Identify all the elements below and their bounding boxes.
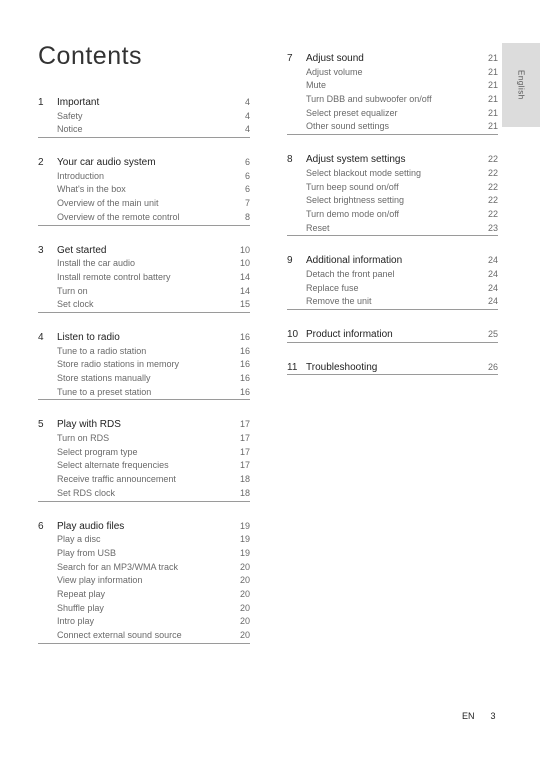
- chapter-number: 2: [38, 157, 44, 169]
- page-number: 3: [490, 711, 496, 721]
- subentry-label: Turn DBB and subwoofer on/off: [306, 94, 432, 105]
- toc-subentry[interactable]: [38, 183, 250, 197]
- toc-chapter-entry[interactable]: [287, 153, 498, 167]
- language-tab: [502, 43, 540, 127]
- toc-subentry[interactable]: [38, 345, 250, 359]
- chapter-number: 6: [38, 520, 44, 532]
- toc-subentry[interactable]: [287, 222, 498, 236]
- toc-section: [287, 153, 498, 236]
- section-gap: [287, 343, 498, 361]
- language-tab-label: English: [516, 70, 526, 100]
- subentry-label: Turn demo mode on/off: [306, 208, 400, 219]
- chapter-page: 19: [239, 520, 250, 531]
- chapter-number: 3: [38, 244, 44, 256]
- subentry-page: 10: [239, 258, 250, 269]
- subentry-page: 16: [239, 359, 250, 370]
- toc-subentry[interactable]: [38, 459, 250, 473]
- toc-subentry[interactable]: [38, 602, 250, 616]
- toc-subentry[interactable]: [38, 298, 250, 312]
- section-gap: [38, 502, 250, 520]
- toc-subentry[interactable]: [287, 282, 498, 296]
- toc-subentry[interactable]: [287, 120, 498, 134]
- chapter-page: 16: [239, 331, 250, 342]
- subentry-page: 20: [239, 575, 250, 586]
- subentry-page: 7: [244, 198, 250, 209]
- chapter-page: 22: [487, 154, 498, 165]
- chapter-page: 24: [487, 255, 498, 266]
- chapter-title: Additional information: [306, 255, 403, 267]
- toc-subentry[interactable]: [287, 181, 498, 195]
- toc-subentry[interactable]: [38, 561, 250, 575]
- section-gap: [38, 226, 250, 244]
- toc-subentry[interactable]: [38, 547, 250, 561]
- subentry-page: 19: [239, 534, 250, 545]
- subentry-page: 21: [487, 121, 498, 132]
- toc-subentry[interactable]: [38, 197, 250, 211]
- toc-subentry[interactable]: [38, 386, 250, 400]
- toc-subentry[interactable]: [38, 110, 250, 124]
- subentry-label: Repeat play: [57, 588, 106, 599]
- toc-subentry[interactable]: [38, 123, 250, 137]
- subentry-page: 16: [239, 386, 250, 397]
- section-gap: [38, 400, 250, 418]
- toc-chapter-entry[interactable]: [287, 254, 498, 268]
- subentry-page: 24: [487, 282, 498, 293]
- toc-chapter-entry[interactable]: [38, 520, 250, 534]
- chapter-page: 17: [239, 419, 250, 430]
- subentry-page: 21: [487, 80, 498, 91]
- toc-subentry[interactable]: [38, 271, 250, 285]
- subentry-page: 14: [239, 285, 250, 296]
- toc-subentry[interactable]: [287, 79, 498, 93]
- toc-subentry[interactable]: [38, 446, 250, 460]
- toc-left-column: [38, 96, 250, 644]
- toc-chapter-entry[interactable]: [38, 96, 250, 110]
- subentry-page: 24: [487, 268, 498, 279]
- subentry-label: Turn on: [57, 285, 88, 296]
- chapter-page: 25: [487, 329, 498, 339]
- toc-chapter-entry[interactable]: [38, 244, 250, 258]
- subentry-page: 24: [487, 296, 498, 307]
- subentry-label: Connect external sound source: [57, 630, 182, 640]
- subentry-label: Overview of the main unit: [57, 198, 159, 209]
- chapter-page: 10: [239, 244, 250, 255]
- toc-subentry[interactable]: [287, 66, 498, 80]
- subentry-page: 17: [239, 446, 250, 457]
- subentry-label: Safety: [57, 110, 83, 121]
- chapter-title: Adjust system settings: [306, 154, 406, 166]
- subentry-label: Tune to a preset station: [57, 386, 152, 397]
- chapter-number: 9: [287, 255, 293, 267]
- subentry-page: 17: [239, 460, 250, 471]
- subentry-label: Install the car audio: [57, 258, 136, 269]
- subentry-page: 14: [239, 271, 250, 282]
- chapter-title: Get started: [57, 244, 107, 256]
- subentry-page: 22: [487, 208, 498, 219]
- subentry-label: Set RDS clock: [57, 487, 116, 498]
- toc-subentry[interactable]: [38, 473, 250, 487]
- chapter-number: 1: [38, 97, 44, 108]
- toc-chapter-entry[interactable]: [287, 52, 498, 66]
- chapter-number: 11: [287, 361, 298, 373]
- chapter-title: Your car audio system: [57, 157, 156, 169]
- subentry-label: Receive traffic announcement: [57, 474, 176, 485]
- toc-section: [287, 52, 498, 135]
- toc-section: [38, 418, 250, 501]
- toc-subentry[interactable]: [38, 629, 250, 643]
- toc-subentry[interactable]: [38, 574, 250, 588]
- subentry-page: 4: [244, 110, 250, 121]
- chapter-number: 7: [287, 53, 293, 64]
- subentry-page: 20: [239, 561, 250, 572]
- subentry-label: View play information: [57, 575, 143, 586]
- toc-subentry[interactable]: [38, 257, 250, 271]
- subentry-page: 16: [239, 373, 250, 383]
- toc-subentry[interactable]: [287, 93, 498, 107]
- subentry-page: 16: [239, 345, 250, 356]
- subentry-label: Detach the front panel: [306, 268, 395, 279]
- subentry-label: Play from USB: [57, 547, 117, 558]
- toc-subentry[interactable]: [287, 295, 498, 309]
- subentry-page: 23: [487, 222, 498, 233]
- section-gap: [287, 135, 498, 153]
- toc-section: [38, 331, 250, 400]
- toc-section: [287, 254, 498, 310]
- toc-section: [38, 96, 250, 138]
- subentry-page: 22: [487, 181, 498, 192]
- subentry-page: 20: [239, 602, 250, 613]
- subentry-label: Turn on RDS: [57, 433, 110, 444]
- subentry-page: 4: [244, 124, 250, 135]
- section-gap: [38, 138, 250, 156]
- chapter-title: Listen to radio: [57, 331, 120, 343]
- subentry-label: Store stations manually: [57, 373, 151, 383]
- page-footer: [462, 711, 496, 721]
- subentry-label: Tune to a radio station: [57, 345, 147, 356]
- toc-subentry[interactable]: [287, 268, 498, 282]
- subentry-label: Remove the unit: [306, 296, 372, 307]
- toc-subentry[interactable]: [38, 285, 250, 299]
- toc-chapter-entry[interactable]: [287, 328, 498, 342]
- subentry-page: 18: [239, 474, 250, 485]
- toc-chapter-entry[interactable]: [38, 156, 250, 170]
- section-gap: [38, 313, 250, 331]
- chapter-title: Troubleshooting: [306, 361, 378, 373]
- toc-subentry[interactable]: [38, 432, 250, 446]
- subentry-page: 21: [487, 94, 498, 105]
- toc-chapter-entry[interactable]: [38, 418, 250, 432]
- subentry-page: 20: [239, 630, 250, 640]
- subentry-label: Store radio stations in memory: [57, 359, 180, 370]
- toc-section: [287, 328, 498, 343]
- subentry-page: 20: [239, 588, 250, 599]
- chapter-number: 4: [38, 331, 44, 343]
- toc-section: [38, 244, 250, 313]
- subentry-page: 6: [244, 170, 250, 181]
- chapter-number: 8: [287, 154, 293, 166]
- toc-subentry[interactable]: [287, 208, 498, 222]
- subentry-label: Intro play: [57, 616, 95, 627]
- chapter-page: 4: [244, 97, 250, 107]
- subentry-label: Reset: [306, 222, 330, 233]
- chapter-title: Play with RDS: [57, 419, 121, 431]
- toc-subentry[interactable]: [287, 194, 498, 208]
- chapter-title: Important: [57, 97, 100, 108]
- toc-subentry[interactable]: [287, 107, 498, 121]
- toc-section: [38, 520, 250, 644]
- subentry-page: 17: [239, 433, 250, 444]
- subentry-page: 21: [487, 66, 498, 77]
- toc-subentry[interactable]: [38, 487, 250, 501]
- toc-subentry[interactable]: [38, 533, 250, 547]
- subentry-page: 22: [487, 195, 498, 206]
- subentry-label: Replace fuse: [306, 282, 359, 293]
- subentry-label: Set clock: [57, 299, 94, 310]
- subentry-label: Other sound settings: [306, 121, 390, 132]
- toc-subentry[interactable]: [38, 211, 250, 225]
- subentry-label: Introduction: [57, 170, 105, 181]
- toc-subentry[interactable]: [38, 615, 250, 629]
- subentry-label: Overview of the remote control: [57, 211, 180, 222]
- toc-section: [287, 361, 498, 376]
- subentry-label: Select brightness setting: [306, 195, 405, 206]
- subentry-label: Install remote control battery: [57, 271, 171, 282]
- subentry-page: 6: [244, 184, 250, 195]
- chapter-title: Play audio files: [57, 520, 125, 532]
- subentry-page: 20: [239, 616, 250, 627]
- subentry-label: What's in the box: [57, 184, 126, 195]
- subentry-label: Mute: [306, 80, 327, 91]
- toc-section: [38, 156, 250, 225]
- toc-right-column: [287, 52, 498, 375]
- footer-language: EN: [462, 711, 475, 721]
- subentry-page: 15: [239, 299, 250, 310]
- toc-chapter-entry[interactable]: [287, 361, 498, 375]
- subentry-label: Select program type: [57, 446, 138, 457]
- chapter-number: 5: [38, 419, 44, 431]
- page-title: Contents: [38, 42, 143, 70]
- subentry-page: 22: [487, 167, 498, 178]
- chapter-title: Product information: [306, 329, 393, 340]
- toc-subentry[interactable]: [38, 588, 250, 602]
- chapter-page: 21: [487, 53, 498, 63]
- subentry-label: Search for an MP3/WMA track: [57, 561, 179, 572]
- toc-subentry[interactable]: [287, 167, 498, 181]
- subentry-label: Notice: [57, 124, 83, 135]
- chapter-page: 6: [244, 157, 250, 168]
- toc-subentry[interactable]: [38, 358, 250, 372]
- subentry-label: Select alternate frequencies: [57, 460, 169, 471]
- section-gap: [287, 310, 498, 328]
- subentry-page: 21: [487, 107, 498, 118]
- subentry-page: 18: [239, 487, 250, 498]
- section-gap: [287, 236, 498, 254]
- chapter-page: 26: [487, 361, 498, 372]
- subentry-label: Select blackout mode setting: [306, 167, 422, 178]
- subentry-label: Adjust volume: [306, 66, 363, 77]
- subentry-label: Select preset equalizer: [306, 107, 398, 118]
- chapter-number: 10: [287, 329, 299, 340]
- subentry-page: 19: [239, 547, 250, 558]
- subentry-label: Shuffle play: [57, 602, 104, 613]
- subentry-label: Play a disc: [57, 534, 101, 545]
- toc-subentry[interactable]: [38, 372, 250, 386]
- chapter-title: Adjust sound: [306, 53, 364, 64]
- subentry-label: Turn beep sound on/off: [306, 181, 399, 192]
- toc-subentry[interactable]: [38, 170, 250, 184]
- toc-chapter-entry[interactable]: [38, 331, 250, 345]
- subentry-page: 8: [244, 211, 250, 222]
